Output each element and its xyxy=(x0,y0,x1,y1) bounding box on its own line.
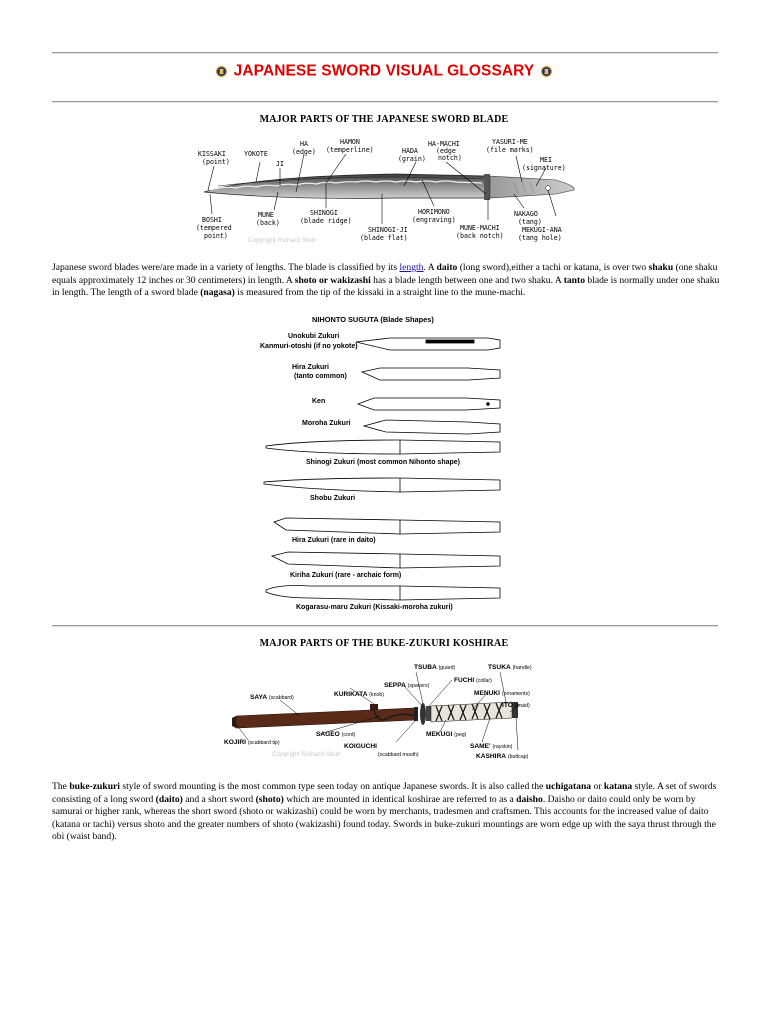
label-seppa: SEPPA (spacers) xyxy=(384,682,430,689)
label-hamon: HAMON xyxy=(340,138,360,146)
bold-term: katana xyxy=(603,781,633,792)
koshirae-paragraph xyxy=(52,781,720,844)
label-hada-sub: (grain) xyxy=(398,155,426,163)
shape-shinogi xyxy=(266,440,500,454)
label-same: SAME' (rayskin) xyxy=(470,743,513,750)
dragon-emblem-icon xyxy=(216,66,227,77)
label-hamachi: HA-MACHI xyxy=(428,140,460,148)
label-kissaki-sub: (point) xyxy=(202,158,230,166)
label-kurikata: KURIKATA (knob) xyxy=(334,691,385,698)
label-ji: JI xyxy=(276,160,284,168)
label-boshi-sub2: point) xyxy=(204,232,228,240)
label-mekugiana-sub: (tang hole) xyxy=(518,234,562,242)
bold-term: daisho xyxy=(516,793,543,805)
tsuba-guard xyxy=(420,703,426,725)
blade-shapes-diagram xyxy=(250,308,522,616)
label-koiguchi-sub: (scabbard mouth) xyxy=(378,752,419,758)
blade-copyright: Copyright Richard Stein xyxy=(248,237,317,244)
page-title: JAPANESE SWORD VISUAL GLOSSARY xyxy=(233,62,535,80)
text-run: style. A set of swords consisting of a long sword xyxy=(52,781,717,805)
shape-moroha xyxy=(364,420,500,434)
label-koiguchi: KOIGUCHI xyxy=(344,743,377,750)
section-divider xyxy=(52,625,718,627)
tang-hole xyxy=(546,186,551,191)
label-ha-sub: (edge) xyxy=(292,148,316,156)
label-horimono-sub: (engraving) xyxy=(412,216,456,224)
label-mune: MUNE xyxy=(258,211,274,219)
machi-notch xyxy=(484,174,490,200)
blade-parts-diagram xyxy=(196,136,586,250)
shape-ken xyxy=(358,398,500,410)
shape-hira-daito-label: Hira Zukuri (rare in daito) xyxy=(292,537,376,544)
bold-term: uchigatana xyxy=(545,781,592,792)
label-munemachi: MUNE-MACHI xyxy=(460,224,500,232)
shape-kiriha-label: Kiriha Zukuri (rare - archaic form) xyxy=(290,572,402,579)
bold-term: (shoto) xyxy=(255,793,284,805)
label-mekugi: MEKUGI (peg) xyxy=(426,731,467,738)
text-run: or xyxy=(591,781,604,792)
label-horimono: HORIMONO xyxy=(418,208,450,216)
label-mekugiana: MEKUGI-ANA xyxy=(522,226,562,234)
kurikata-knob xyxy=(370,704,378,710)
label-kissaki: KISSAKI xyxy=(198,150,226,158)
blade-section-heading: MAJOR PARTS OF THE JAPANESE SWORD BLADE xyxy=(259,114,509,125)
bold-term: (nagasa) xyxy=(200,287,235,299)
koshirae-parts-diagram xyxy=(220,658,550,762)
shape-kogarasu xyxy=(266,586,500,601)
label-tsuba: TSUBA (guard) xyxy=(414,664,456,671)
shape-hira-sub-label: (tanto common) xyxy=(294,373,347,380)
label-nakago-sub: (tang) xyxy=(518,218,542,226)
label-shinogiji-sub: (blade flat) xyxy=(360,234,408,242)
dragon-emblem-icon xyxy=(541,66,552,77)
bold-term: tanto xyxy=(563,274,586,286)
label-hamachi-sub1: (edge xyxy=(436,147,456,155)
text-run: (one shaku equals approximately 12 inches or 30 centimeters) in length. A xyxy=(52,262,718,286)
label-shinogiji: SHINOGI-JI xyxy=(368,226,408,234)
title-divider xyxy=(52,101,718,103)
shape-ken-label: Ken xyxy=(312,398,326,405)
text-run: has a blade length between one and two shaku. A xyxy=(370,274,564,286)
shape-kanmuri-label: Kanmuri-otoshi (if no yokote) xyxy=(260,343,358,350)
shape-hira-label: Hira Zukuri xyxy=(292,364,329,371)
label-hamon-sub: (temperline) xyxy=(326,146,374,154)
text-run: and a short sword xyxy=(182,793,256,805)
shape-moroha-label: Moroha Zukuri xyxy=(302,420,351,427)
shape-shobu-label: Shobu Zukuri xyxy=(310,495,356,502)
title-row xyxy=(0,62,768,80)
label-hamachi-sub2: notch) xyxy=(438,154,462,162)
text-run: . A xyxy=(423,262,437,273)
label-yasurime: YASURI-ME xyxy=(492,138,528,146)
text-run: The xyxy=(52,781,70,792)
koshirae-copyright: Copyright Richard Stein xyxy=(272,751,341,758)
shape-shinogi-label: Shinogi Zukuri (most common Nihonto shape) xyxy=(306,459,460,466)
shape-hira-tanto xyxy=(362,368,500,380)
label-nakago: NAKAGO xyxy=(514,210,538,218)
label-munemachi-sub: (back notch) xyxy=(456,232,504,240)
label-yasurime-sub: (file marks) xyxy=(486,146,534,154)
shape-kogarasu-label: Kogarasu-maru Zukuri (Kissaki-moroha zukuri) xyxy=(296,604,453,611)
text-run: is measured from the tip of the kissaki in a straight line to the mune-machi. xyxy=(234,287,526,299)
label-ito: ITO (braid) xyxy=(502,702,530,709)
label-ha: HA xyxy=(300,140,308,148)
label-boshi: BOSHI xyxy=(202,216,222,224)
label-shinogi-sub: (blade ridge) xyxy=(300,217,352,225)
bold-term: (daito) xyxy=(155,793,183,805)
text-run: . Daisho or daito could only be worn by samurai or higher rank, whereas the short sword (shoto or wakizashi) could be worn by merchants, tradesmen and craftsmen. This accounts for the increased value of daito (katana or tachi) versus shoto and the greater numbers of shoto (wakizashi) found today. Swords in buke-zukuri mountings are worn edge up with the saya thrust through the obi (waist band). xyxy=(52,793,716,843)
label-mei-sub: (signature) xyxy=(522,164,566,172)
label-tsuka: TSUKA (handle) xyxy=(488,664,532,671)
text-run: which are mounted in identical koshirae are referred to as a xyxy=(283,793,517,805)
text-run: (long sword),either a tachi or katana, is over two xyxy=(457,262,649,273)
label-boshi-sub1: (tempered xyxy=(196,224,232,232)
shape-shobu xyxy=(264,478,500,492)
label-shinogi: SHINOGI xyxy=(310,209,338,217)
text-run: blade is normally under one shaku in length. The length of a sword blade xyxy=(52,274,720,299)
koshirae-section-heading: MAJOR PARTS OF THE BUKE-ZUKURI KOSHIRAE xyxy=(259,638,509,649)
blade-paragraph xyxy=(52,262,720,300)
bold-term: shoto or wakizashi xyxy=(294,274,371,286)
label-yokote: YOKOTE xyxy=(244,150,268,158)
text-run: style of sword mounting is the most common type seen today on antique Japanese swords. It is also called the xyxy=(119,781,546,792)
top-divider xyxy=(52,52,718,54)
label-sageo: SAGEO (cord) xyxy=(316,731,356,738)
label-menuki: MENUKI (ornaments) xyxy=(474,690,530,697)
label-mune-sub: (back) xyxy=(256,219,280,227)
shapes-heading: NIHONTO SUGUTA (Blade Shapes) xyxy=(312,315,434,324)
text-run: Japanese sword blades were/are made in a variety of lengths. The blade is classified by its xyxy=(52,262,400,273)
label-hada: HADA xyxy=(402,147,418,155)
bold-term: buke-zukuri xyxy=(69,781,120,792)
label-saya: SAYA (scabbard) xyxy=(250,694,294,701)
length-link[interactable]: length xyxy=(399,262,424,273)
label-fuchi: FUCHI (collar) xyxy=(454,677,492,684)
shape-unokubi-label: Unokubi Zukuri xyxy=(288,333,340,340)
label-kashira: KASHIRA (buttcap) xyxy=(476,753,529,760)
label-mei: MEI xyxy=(540,156,552,164)
bold-term: shaku xyxy=(648,262,674,273)
label-kojiri: KOJIRI (scabbard tip) xyxy=(224,739,280,746)
tang-shape xyxy=(490,176,574,198)
bold-term: daito xyxy=(436,262,458,273)
shape-hira-daito xyxy=(274,518,500,534)
shape-kiriha xyxy=(272,552,500,568)
